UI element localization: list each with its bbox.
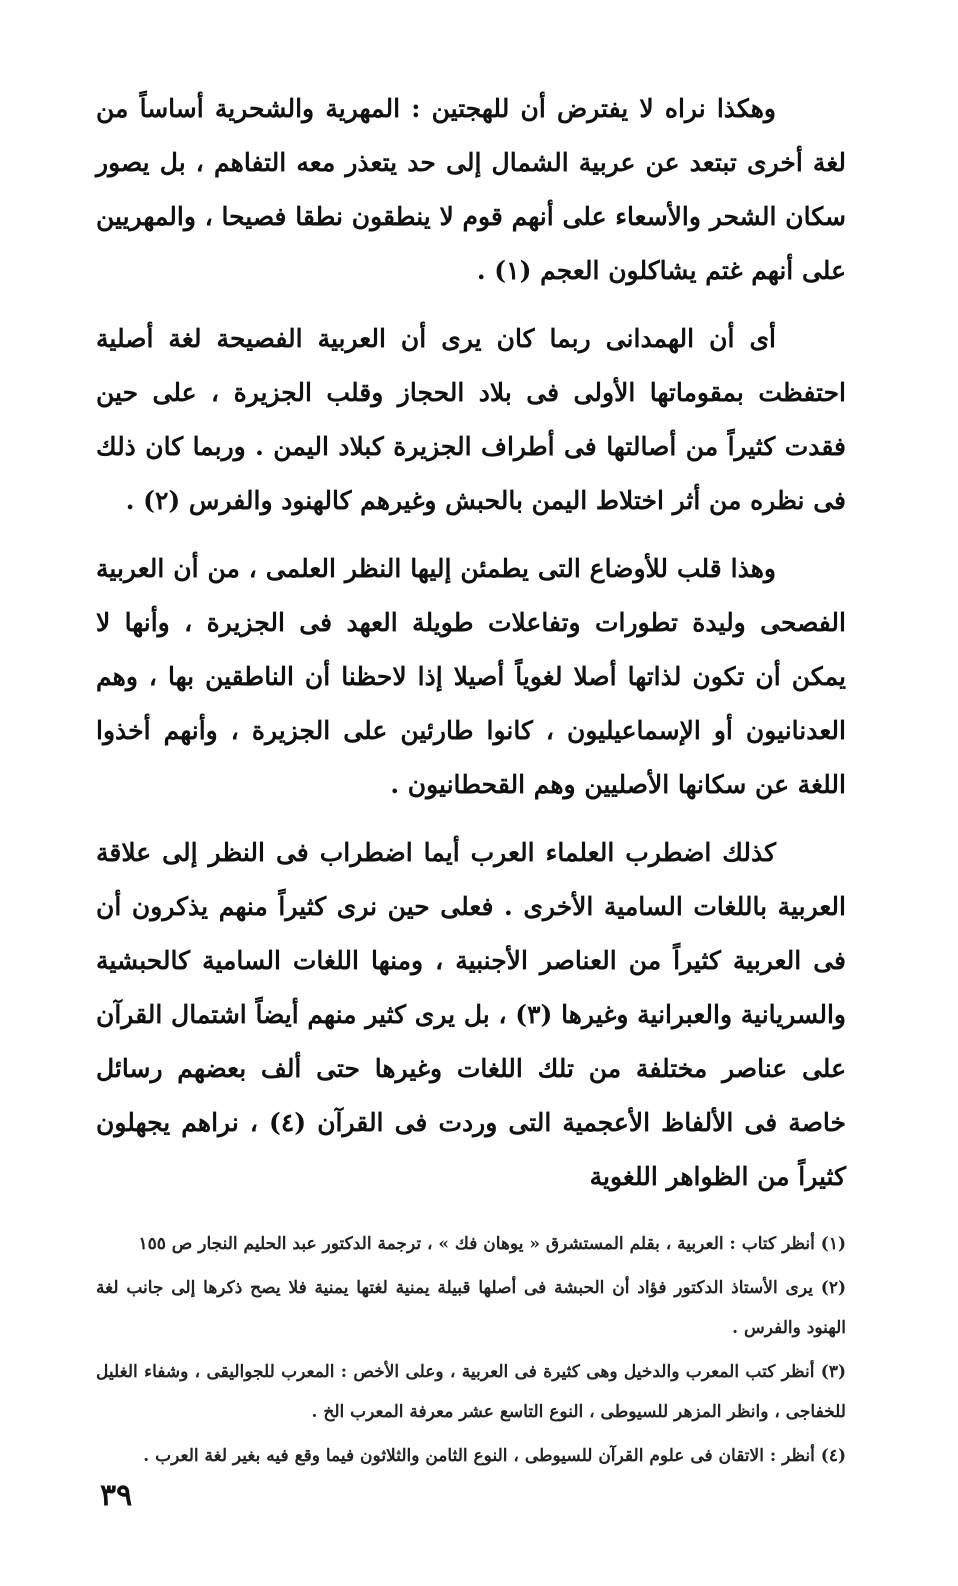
page-body bbox=[96, 82, 846, 1480]
paragraph-1: وهكذا نراه لا يفترض أن للهجتين : المهرية والشحرية أساساً من لغة أخرى تبتعد عن عربية الشمال إلى حد يتعذر معه التفاهم ، بل يصور سكان الشحر والأسعاء على أنهم قوم لا ينطقون نطقا فصيحا ، والمهريين على أنهم غتم يشاكلون العجم (١) . bbox=[96, 94, 847, 285]
footnote-4: (٤) أنظر : الاتقان فى علوم القرآن للسيوطى ، النوع الثامن والثلاثون فيما وقع فيه بغير لغة العرب . bbox=[143, 1446, 846, 1466]
paragraph-3: وهذا قلب للأوضاع التى يطمئن إليها النظر العلمى ، من أن العربية الفصحى وليدة تطورات وتفاعلات طويلة العهد فى الجزيرة ، وأنها لا يمكن أن تكون لذاتها أصلا لغوياً أصيلا إذا لاحظنا أن الناطقين بها ، وهم العدنانيون أو الإسماعيليون ، كانوا طارئين على الجزيرة ، وأنهم أخذوا اللغة عن سكانها الأصليين وهم القحطانيون . bbox=[96, 554, 846, 799]
footnote-1: (١) أنظر كتاب : العربية ، بقلم المستشرق « يوهان فك » ، ترجمة الدكتور عبد الحليم النجار ص ١٥٥ bbox=[138, 1234, 846, 1254]
paragraph-2: أى أن الهمدانى ربما كان يرى أن العربية الفصيحة لغة أصلية احتفظت بمقوماتها الأولى فى بلاد الحجاز وقلب الجزيرة ، على حين فقدت كثيراً من أصالتها فى أطراف الجزيرة كبلاد اليمن . وربما كان ذلك فى نظره من أثر اختلاط اليمن بالحبش وغيرهم كالهنود والفرس (٢) . bbox=[96, 324, 846, 515]
footnotes bbox=[96, 1224, 846, 1476]
footnote-2: (٢) يرى الأستاذ الدكتور فؤاد أن الحبشة فى أصلها قبيلة يمنية لغتها يمنية فلا يصح ذكرها إلى جانب لغة الهنود والفرس . bbox=[96, 1278, 846, 1338]
footnote-3: (٣) أنظر كتب المعرب والدخيل وهى كثيرة فى العربية ، وعلى الأخص : المعرب للجواليقى ، وشفاء الغليل للخفاجى ، وانظر المزهر للسيوطى ، النوع التاسع عشر معرفة المعرب الخ . bbox=[96, 1362, 846, 1422]
page-number: ٣٩ bbox=[100, 1478, 133, 1513]
paragraph-4: كذلك اضطرب العلماء العرب أيما اضطراب فى النظر إلى علاقة العربية باللغات السامية الأخرى . فعلى حين نرى كثيراً منهم يذكرون أن فى العربية كثيراً من العناصر الأجنبية ، ومنها اللغات السامية كالحبشية والسريانية والعبرانية وغيرها (٣) ، بل يرى كثير منهم أيضاً اشتمال القرآن على عناصر مختلفة من تلك اللغات وغيرها حتى ألف بعضهم رسائل خاصة فى الألفاظ الأعجمية التى وردت فى القرآن (٤) ، نراهم يجهلون كثيراً من الظواهر اللغوية bbox=[96, 838, 846, 1191]
